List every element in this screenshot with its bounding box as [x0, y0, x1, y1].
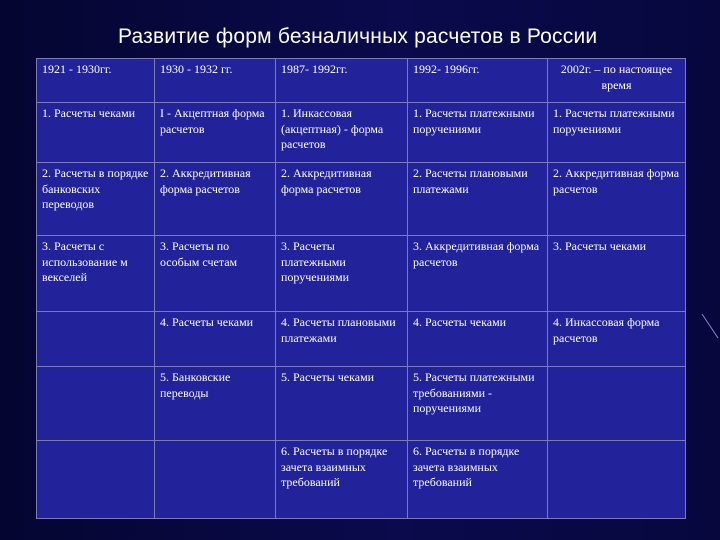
table-cell: 6. Расчеты в порядке зачета взаимных требований [408, 441, 548, 519]
table-cell [37, 367, 155, 441]
table-row [37, 236, 686, 312]
header-cell: 1987- 1992гг. [276, 59, 408, 103]
table-cell: 3. Расчеты чеками [548, 236, 686, 312]
table-cell: 2. Расчеты плановыми платежами [408, 163, 548, 236]
table-cell: 1. Расчеты платежными поручениями [408, 103, 548, 163]
header-cell: 1930 - 1932 гг. [155, 59, 276, 103]
table-cell: 2. Аккредитивная форма расчетов [276, 163, 408, 236]
table-cell: 2. Аккредитивная форма расчетов [548, 163, 686, 236]
table-row [37, 441, 686, 519]
table-cell: 3. Аккредитивная форма расчетов [408, 236, 548, 312]
table-cell [37, 441, 155, 519]
table-cell: 2. Расчеты в порядке банковских переводов [37, 163, 155, 236]
table-cell [37, 312, 155, 367]
table-cell: 5. Расчеты платежными требованиями - поручениями [408, 367, 548, 441]
header-row [37, 59, 686, 103]
table-cell: 4. Расчеты плановыми платежами [276, 312, 408, 367]
table-cell [155, 441, 276, 519]
table-cell: I - Акцептная форма расчетов [155, 103, 276, 163]
table-cell: 4. Расчеты чеками [155, 312, 276, 367]
payment-forms-table [36, 58, 686, 519]
table-row [37, 103, 686, 163]
decorative-line [700, 312, 720, 342]
table-row [37, 312, 686, 367]
table-row [37, 367, 686, 441]
table-cell: 1. Расчеты чеками [37, 103, 155, 163]
table-cell: 1. Инкассовая (акцептная) - форма расчетов [276, 103, 408, 163]
table-cell: 3. Расчеты с использование м векселей [37, 236, 155, 312]
table-cell: 2. Аккредитивная форма расчетов [155, 163, 276, 236]
table-cell [548, 367, 686, 441]
table-row [37, 163, 686, 236]
header-cell: 1992- 1996гг. [408, 59, 548, 103]
table-cell: 5. Расчеты чеками [276, 367, 408, 441]
table-cell: 3. Расчеты платежными поручениями [276, 236, 408, 312]
table-cell: 3. Расчеты по особым счетам [155, 236, 276, 312]
table-cell: 1. Расчеты платежными поручениями [548, 103, 686, 163]
table-cell: 5. Банковские переводы [155, 367, 276, 441]
header-cell: 2002г. – по настоящее время [548, 59, 686, 103]
table-cell: 4. Расчеты чеками [408, 312, 548, 367]
table-cell [548, 441, 686, 519]
header-cell: 1921 - 1930гг. [37, 59, 155, 103]
slide-title: Развитие форм безналичных расчетов в России [118, 25, 598, 48]
table-cell: 4. Инкассовая форма расчетов [548, 312, 686, 367]
table-cell: 6. Расчеты в порядке зачета взаимных требований [276, 441, 408, 519]
